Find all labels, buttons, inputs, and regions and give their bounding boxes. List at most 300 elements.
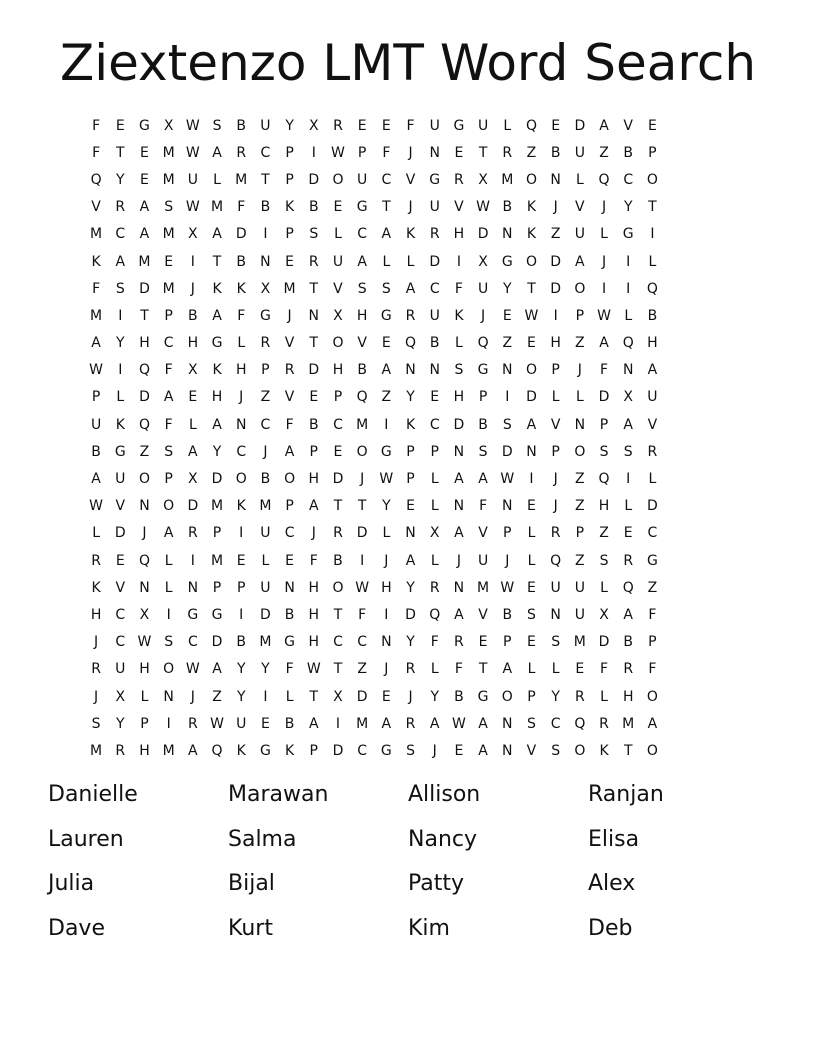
grid-letter: Z xyxy=(599,525,609,542)
grid-letter: G xyxy=(453,117,465,134)
grid-letter: D xyxy=(332,742,344,759)
grid-letter: T xyxy=(140,307,149,324)
grid-letter: N xyxy=(429,362,440,379)
grid-letter: L xyxy=(575,171,584,188)
grid-letter: U xyxy=(115,661,126,678)
grid-row xyxy=(84,411,665,438)
grid-letter: A xyxy=(91,335,101,352)
grid-letter: D xyxy=(598,389,610,406)
grid-letter: D xyxy=(308,171,320,188)
grid-letter: H xyxy=(90,606,102,623)
grid-letter: R xyxy=(623,552,634,569)
grid-letter: G xyxy=(380,307,392,324)
grid-letter: D xyxy=(429,253,441,270)
grid-letter: C xyxy=(187,634,198,651)
grid-letter: I xyxy=(263,226,268,243)
grid-letter: L xyxy=(527,525,536,542)
grid-letter: L xyxy=(575,389,584,406)
grid-letter: I xyxy=(626,280,631,297)
grid-letter: K xyxy=(405,416,416,433)
grid-letter: R xyxy=(550,525,561,542)
grid-letter: Q xyxy=(477,335,489,352)
grid-letter: Y xyxy=(623,199,633,216)
grid-letter: F xyxy=(285,661,294,678)
grid-letter: M xyxy=(90,226,103,243)
grid-letter: I xyxy=(118,307,123,324)
grid-row xyxy=(84,330,665,357)
grid-letter: R xyxy=(187,525,198,542)
grid-letter: V xyxy=(623,117,633,134)
page-title: Ziextenzo LMT Word Search xyxy=(59,34,757,92)
grid-letter: U xyxy=(332,253,344,270)
grid-letter: E xyxy=(381,117,391,134)
grid-letter: E xyxy=(527,634,536,651)
grid-letter: B xyxy=(623,144,634,161)
grid-letter: I xyxy=(239,606,244,623)
grid-row xyxy=(84,194,665,221)
grid-letter: A xyxy=(405,552,416,569)
grid-letter: D xyxy=(308,362,320,379)
grid-letter: L xyxy=(503,117,512,134)
grid-letter: L xyxy=(92,525,100,542)
grid-row xyxy=(84,357,665,384)
grid-letter: E xyxy=(164,253,174,270)
grid-letter: U xyxy=(115,471,126,488)
grid-letter: F xyxy=(454,661,463,678)
grid-letter: Y xyxy=(116,715,125,732)
grid-letter: K xyxy=(526,199,537,216)
grid-letter: O xyxy=(525,362,537,379)
grid-letter: S xyxy=(551,742,561,759)
grid-letter: W xyxy=(524,307,539,324)
grid-letter: W xyxy=(355,579,370,596)
grid-letter: W xyxy=(185,199,200,216)
grid-letter: E xyxy=(381,688,391,705)
grid-letter: C xyxy=(260,144,271,161)
grid-letter: P xyxy=(551,443,560,460)
grid-letter: F xyxy=(92,280,101,297)
grid-letter: X xyxy=(429,525,440,542)
grid-letter: E xyxy=(285,552,295,569)
grid-letter: N xyxy=(453,443,465,460)
grid-letter: A xyxy=(212,307,222,324)
grid-letter: R xyxy=(647,443,658,460)
grid-letter: V xyxy=(284,389,295,406)
grid-letter: S xyxy=(502,416,512,433)
grid-letter: R xyxy=(91,552,101,569)
grid-letter: R xyxy=(429,579,440,596)
grid-row xyxy=(84,547,665,574)
grid-letter: P xyxy=(212,525,222,542)
grid-letter: N xyxy=(284,579,295,596)
grid-letter: E xyxy=(623,525,633,542)
grid-letter: J xyxy=(408,688,413,705)
grid-letter: P xyxy=(575,525,585,542)
grid-letter: F xyxy=(237,199,246,216)
grid-letter: A xyxy=(454,471,464,488)
grid-letter: H xyxy=(211,389,223,406)
grid-letter: R xyxy=(454,634,464,651)
grid-letter: Z xyxy=(381,389,392,406)
grid-letter: E xyxy=(647,117,657,134)
grid-letter: X xyxy=(163,117,174,134)
grid-letter: L xyxy=(624,307,633,324)
grid-letter: B xyxy=(260,199,271,216)
grid-letter: P xyxy=(285,144,294,161)
grid-letter: F xyxy=(479,498,488,515)
grid-letter: Y xyxy=(116,335,125,352)
grid-letter: P xyxy=(599,416,609,433)
grid-letter: D xyxy=(260,606,271,623)
grid-letter: K xyxy=(285,742,295,759)
grid-letter: A xyxy=(188,443,198,460)
grid-letter: D xyxy=(550,253,562,270)
grid-letter: A xyxy=(163,389,174,406)
grid-letter: N xyxy=(308,307,320,324)
grid-letter: X xyxy=(139,606,150,623)
grid-letter: I xyxy=(529,471,534,488)
grid-letter: C xyxy=(429,280,440,297)
grid-letter: M xyxy=(573,634,586,651)
grid-letter: J xyxy=(553,471,558,488)
grid-letter: J xyxy=(432,742,437,759)
grid-letter: E xyxy=(285,253,295,270)
grid-letter: T xyxy=(648,199,657,216)
grid-letter: O xyxy=(646,688,658,705)
grid-letter: E xyxy=(333,199,343,216)
word-list-item: Allison xyxy=(408,782,481,807)
grid-letter: C xyxy=(381,171,392,188)
grid-letter: G xyxy=(477,688,489,705)
grid-letter: A xyxy=(212,144,222,161)
grid-letter: Z xyxy=(575,335,585,352)
grid-letter: Q xyxy=(646,280,658,297)
grid-letter: I xyxy=(239,525,244,542)
word-list-item: Kurt xyxy=(228,915,273,941)
grid-letter: R xyxy=(236,144,247,161)
grid-letter: N xyxy=(502,226,513,243)
grid-letter: D xyxy=(211,634,223,651)
word-list-item: Patty xyxy=(408,871,465,896)
grid-letter: N xyxy=(502,362,513,379)
grid-letter: B xyxy=(333,552,343,569)
grid-letter: P xyxy=(309,443,318,460)
word-list-item: Bijal xyxy=(228,871,275,896)
grid-letter: F xyxy=(382,144,391,161)
grid-letter: A xyxy=(623,416,633,433)
grid-letter: P xyxy=(164,307,173,324)
grid-letter: S xyxy=(381,280,391,297)
grid-letter: R xyxy=(502,144,513,161)
grid-letter: X xyxy=(333,688,343,705)
grid-letter: A xyxy=(526,416,537,433)
grid-letter: R xyxy=(405,307,416,324)
grid-letter: L xyxy=(164,552,173,569)
grid-letter: E xyxy=(140,171,149,188)
grid-letter: G xyxy=(114,443,126,460)
grid-letter: X xyxy=(188,226,198,243)
grid-letter: F xyxy=(309,552,318,569)
grid-letter: Q xyxy=(429,606,441,623)
grid-letter: S xyxy=(599,443,609,460)
grid-letter: M xyxy=(162,280,175,297)
grid-letter: H xyxy=(453,389,465,406)
grid-letter: K xyxy=(236,280,246,297)
grid-letter: K xyxy=(285,199,295,216)
grid-letter: Y xyxy=(285,117,294,134)
grid-letter: W xyxy=(185,117,200,134)
grid-letter: S xyxy=(527,606,536,623)
grid-letter: H xyxy=(308,579,320,596)
grid-letter: D xyxy=(550,280,562,297)
grid-letter: I xyxy=(384,606,389,623)
grid-letter: O xyxy=(574,280,586,297)
grid-letter: O xyxy=(332,335,344,352)
grid-letter: M xyxy=(162,171,175,188)
grid-letter: F xyxy=(164,362,173,379)
grid-letter: B xyxy=(357,362,367,379)
grid-letter: R xyxy=(405,715,416,732)
grid-letter: V xyxy=(115,579,126,596)
grid-letter: A xyxy=(405,280,416,297)
grid-letter: L xyxy=(648,471,657,488)
grid-letter: P xyxy=(575,307,585,324)
grid-letter: G xyxy=(259,742,271,759)
grid-row xyxy=(84,737,665,764)
grid-letter: D xyxy=(598,634,610,651)
grid-letter: B xyxy=(647,307,658,324)
grid-letter: E xyxy=(478,634,488,651)
grid-letter: J xyxy=(553,498,558,515)
grid-letter: I xyxy=(626,253,631,270)
grid-letter: I xyxy=(166,606,171,623)
grid-letter: U xyxy=(477,117,489,134)
grid-letter: D xyxy=(211,471,223,488)
grid-letter: T xyxy=(382,199,391,216)
grid-letter: R xyxy=(429,226,440,243)
grid-letter: B xyxy=(502,199,513,216)
grid-letter: Q xyxy=(90,171,102,188)
grid-letter: M xyxy=(622,715,635,732)
grid-letter: K xyxy=(212,362,222,379)
grid-letter: R xyxy=(115,742,126,759)
grid-letter: B xyxy=(188,307,198,324)
grid-letter: P xyxy=(333,389,343,406)
grid-letter: S xyxy=(164,443,174,460)
grid-letter: S xyxy=(91,715,101,732)
grid-letter: N xyxy=(574,416,586,433)
grid-letter: D xyxy=(526,389,537,406)
grid-letter: A xyxy=(139,226,150,243)
grid-letter: B xyxy=(260,471,271,488)
grid-letter: T xyxy=(478,661,488,678)
grid-letter: A xyxy=(502,661,513,678)
grid-letter: L xyxy=(551,389,560,406)
grid-letter: F xyxy=(600,362,609,379)
grid-letter: A xyxy=(188,742,198,759)
grid-letter: M xyxy=(501,171,514,188)
grid-letter: S xyxy=(527,715,536,732)
grid-letter: A xyxy=(454,606,464,623)
grid-letter: E xyxy=(140,144,149,161)
grid-letter: P xyxy=(357,144,367,161)
word-list-item: Julia xyxy=(48,871,95,896)
grid-letter: X xyxy=(478,171,488,188)
grid-letter: Z xyxy=(357,661,367,678)
grid-letter: P xyxy=(140,715,149,732)
grid-letter: Q xyxy=(356,389,368,406)
grid-letter: F xyxy=(358,606,367,623)
grid-letter: H xyxy=(308,471,320,488)
grid-letter: P xyxy=(478,389,488,406)
grid-letter: F xyxy=(164,416,173,433)
grid-letter: K xyxy=(115,416,125,433)
grid-letter: G xyxy=(429,171,441,188)
grid-row xyxy=(84,438,665,465)
grid-letter: D xyxy=(139,280,150,297)
grid-letter: Z xyxy=(260,389,271,406)
grid-row xyxy=(84,302,665,329)
grid-letter: U xyxy=(647,389,658,406)
grid-letter: S xyxy=(478,443,488,460)
grid-letter: A xyxy=(454,525,464,542)
grid-letter: D xyxy=(235,226,247,243)
grid-letter: L xyxy=(430,471,439,488)
grid-letter: A xyxy=(478,742,488,759)
grid-letter: U xyxy=(429,199,440,216)
grid-letter: J xyxy=(505,552,510,569)
grid-letter: N xyxy=(139,498,150,515)
grid-letter: O xyxy=(525,253,537,270)
grid-letter: G xyxy=(284,634,296,651)
grid-letter: T xyxy=(333,661,343,678)
grid-letter: I xyxy=(650,226,655,243)
grid-letter: N xyxy=(550,171,561,188)
grid-letter: E xyxy=(502,307,512,324)
grid-letter: P xyxy=(309,742,318,759)
grid-letter: A xyxy=(623,606,633,623)
grid-letter: J xyxy=(311,525,316,542)
grid-letter: H xyxy=(187,335,199,352)
grid-letter: S xyxy=(164,634,174,651)
grid-letter: M xyxy=(259,634,272,651)
grid-letter: Q xyxy=(405,335,417,352)
grid-letter: C xyxy=(236,443,247,460)
grid-letter: I xyxy=(601,280,607,297)
grid-letter: L xyxy=(237,335,246,352)
grid-row xyxy=(84,493,665,520)
grid-letter: M xyxy=(162,742,175,759)
grid-letter: Y xyxy=(212,443,222,460)
grid-letter: M xyxy=(356,416,369,433)
grid-letter: O xyxy=(332,579,344,596)
grid-letter: A xyxy=(575,253,585,270)
grid-letter: D xyxy=(574,117,586,134)
grid-letter: E xyxy=(454,144,464,161)
word-list-item: Elisa xyxy=(588,826,640,852)
grid-letter: E xyxy=(430,389,440,406)
grid-letter: I xyxy=(553,307,558,324)
grid-letter: H xyxy=(308,634,320,651)
grid-letter: S xyxy=(357,280,367,297)
grid-letter: C xyxy=(429,416,440,433)
grid-letter: A xyxy=(647,715,658,732)
grid-letter: L xyxy=(285,688,294,705)
grid-letter: B xyxy=(478,416,488,433)
grid-letter: L xyxy=(455,335,463,352)
grid-letter: P xyxy=(527,688,536,705)
grid-letter: X xyxy=(333,307,343,324)
grid-letter: I xyxy=(505,389,510,406)
grid-letter: J xyxy=(263,443,268,460)
grid-letter: E xyxy=(188,389,198,406)
grid-letter: X xyxy=(623,389,634,406)
grid-letter: V xyxy=(333,280,343,297)
grid-letter: O xyxy=(284,471,296,488)
grid-letter: Q xyxy=(211,742,223,759)
grid-letter: W xyxy=(210,715,224,732)
grid-letter: P xyxy=(430,443,439,460)
grid-letter: Z xyxy=(526,144,537,161)
grid-letter: N xyxy=(502,742,513,759)
grid-letter: H xyxy=(356,307,368,324)
grid-letter: M xyxy=(210,552,224,569)
grid-letter: T xyxy=(309,688,319,705)
grid-letter: T xyxy=(261,171,270,188)
grid-letter: Y xyxy=(116,171,125,188)
grid-letter: M xyxy=(356,715,369,732)
grid-row xyxy=(84,710,665,737)
grid-letter: Z xyxy=(599,144,609,161)
grid-letter: C xyxy=(647,525,658,542)
grid-letter: V xyxy=(478,606,488,623)
grid-letter: C xyxy=(333,416,343,433)
grid-letter: N xyxy=(187,579,199,596)
grid-letter: D xyxy=(453,416,465,433)
grid-letter: L xyxy=(430,552,439,569)
grid-letter: N xyxy=(502,498,513,515)
grid-letter: U xyxy=(574,606,585,623)
grid-letter: V xyxy=(405,171,416,188)
grid-letter: E xyxy=(527,335,536,352)
grid-letter: R xyxy=(260,335,271,352)
grid-letter: Q xyxy=(138,416,150,433)
grid-letter: L xyxy=(600,579,608,596)
grid-letter: J xyxy=(384,552,389,569)
letter-grid xyxy=(84,112,665,765)
grid-letter: B xyxy=(502,606,513,623)
grid-letter: Q xyxy=(622,335,634,352)
grid-row xyxy=(84,275,665,302)
grid-letter: W xyxy=(89,498,104,515)
grid-letter: Y xyxy=(430,688,439,705)
grid-letter: G xyxy=(356,199,368,216)
grid-letter: H xyxy=(598,498,610,515)
grid-letter: S xyxy=(212,117,222,134)
grid-letter: E xyxy=(333,443,343,460)
grid-letter: K xyxy=(599,742,609,759)
grid-letter: Q xyxy=(138,552,150,569)
grid-letter: A xyxy=(139,199,150,216)
grid-letter: L xyxy=(116,389,125,406)
grid-row xyxy=(84,601,665,628)
grid-letter: R xyxy=(574,688,585,705)
grid-letter: D xyxy=(187,498,199,515)
grid-letter: S xyxy=(599,552,609,569)
grid-letter: Q xyxy=(550,552,562,569)
grid-letter: A xyxy=(381,226,392,243)
grid-letter: U xyxy=(477,280,489,297)
